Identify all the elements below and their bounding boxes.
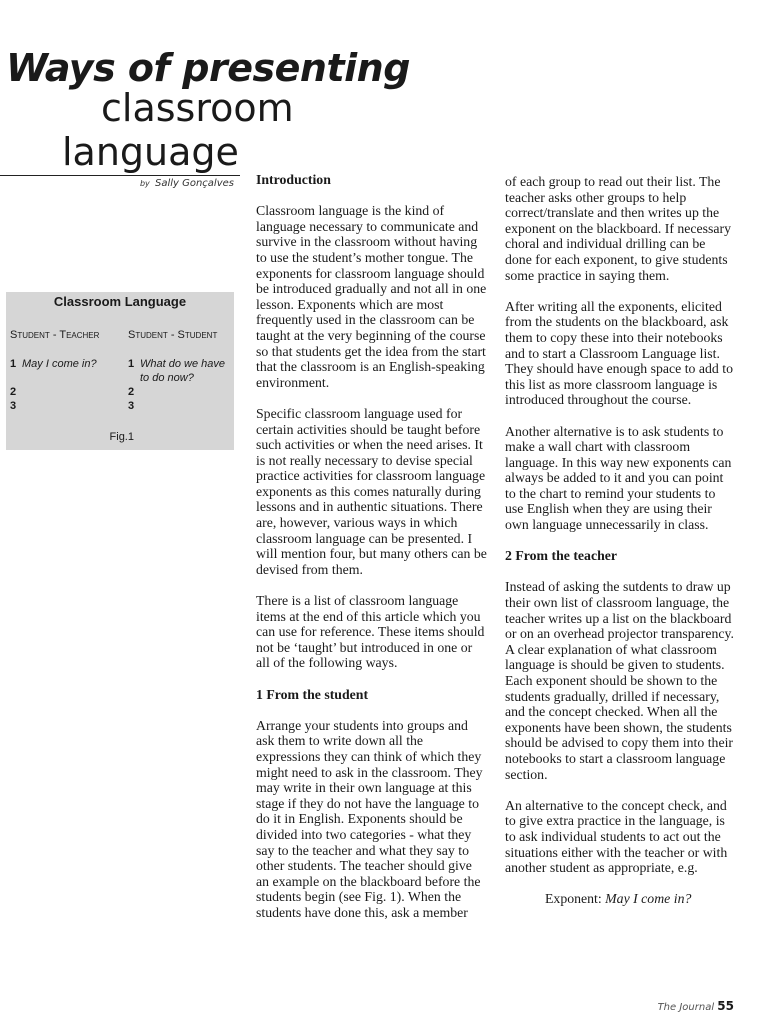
byline-prefix: by xyxy=(139,179,150,188)
figure-list-item: 2 xyxy=(10,386,17,398)
author-name: Sally Gonçalves xyxy=(154,178,234,189)
column-right xyxy=(505,174,735,923)
journal-name: The Journal xyxy=(657,1002,715,1013)
page-footer xyxy=(658,999,734,1013)
figure-title: Classroom Language xyxy=(53,294,187,309)
section-heading-from-student: 1 From the student xyxy=(256,686,369,702)
title-rule xyxy=(0,175,240,176)
section-heading-from-teacher: 2 From the teacher xyxy=(505,548,617,564)
article-title-line-2: classroom xyxy=(101,86,294,130)
paragraph: After writing all the exponents, elicited from the students on the blackboard, ask them to copy these into their notebooks and to start a Classroom Language list. They should have enough space to add to this list as more classroom language is introduced throughout the course. xyxy=(505,298,733,408)
paragraph: Arrange your students into groups and ask them to write down all the expressions they can think of which they might need to ask in the classroom. They may write in their own language at this stage if they do not have the language to do it in English. Exponents should be divided into two categories - what they say to the teacher and what they say to other students. The teacher should give an example on the blackboard before the students begin (see Fig. 1). When the students have done this, ask a member xyxy=(256,717,483,920)
article-title-line-1: Ways of presenting xyxy=(6,46,410,90)
byline xyxy=(0,178,234,189)
column-middle xyxy=(256,172,488,936)
page-number: 55 xyxy=(717,999,734,1013)
figure-list-item: 3 xyxy=(10,400,17,412)
figure-list-item: 3 xyxy=(128,400,135,412)
figure-header-student-teacher: Student - Teacher xyxy=(10,329,100,341)
section-heading-introduction: Introduction xyxy=(256,172,331,187)
article-title-line-3: language xyxy=(62,130,239,174)
figure-list-item: 1 May I come in? xyxy=(10,358,97,370)
figure-right-list xyxy=(128,357,232,413)
figure-left-list xyxy=(10,357,120,413)
figure-list-item: 1 What do we have to do now? xyxy=(128,358,225,384)
paragraph: There is a list of classroom language items at the end of this article which you can use for reference. These items should not be ‘taught’ but introduced in one or all of the following ways. xyxy=(256,593,485,671)
paragraph: Instead of asking the sutdents to draw up their own list of classroom language, the teacher writes up a list on the blackboard or on an overhead projector transparency. A clear explanation of what classroom language is should be given to students. Each exponent should be shown to the students gradually, drilled if necessary, and the concept checked. When all the exponents have been shown, the students should be advised to copy them into their notebooks to start a classroom language section. xyxy=(505,579,734,782)
figure-header-student-student: Student - Student xyxy=(128,329,218,341)
example-line xyxy=(505,891,735,907)
paragraph: Another alternative is to ask students to make a wall chart with classroom language. In this way new exponents can always be added to it and you can point to the chart to remind your students to use English when they are using their own language unnecessarily in class. xyxy=(505,423,732,533)
paragraph: Classroom language is the kind of language necessary to communicate and survive in the classroom without having to use the student’s mother tongue. The exponents for classroom language should be introduced gradually and not all in one lesson. Exponents which are most frequently used in the classroom can be taught at the very beginning of the course so that students get the idea from the start that the classroom is an English-speaking environment. xyxy=(256,203,487,390)
figure-caption: Fig.1 xyxy=(109,431,134,443)
example-label: Exponent: xyxy=(545,891,602,907)
example-phrase: May I come in? xyxy=(605,891,692,907)
paragraph: An alternative to the concept check, and to give extra practice in the language, is to ask individual students to act out the situations either with the teacher or with another student as appropriate, e.g. xyxy=(505,797,728,876)
paragraph: Specific classroom language used for certain activities should be taught before such activities or when the need arises. It is not really necessary to devise special practice activities for classroom language exponents as this comes naturally during lessons and in authentic situations. There are, however, various ways in which classroom language can be presented. I will mention four, but many others can be devised from them. xyxy=(256,405,487,577)
figure-classroom-language xyxy=(6,292,234,450)
figure-list-item: 2 xyxy=(128,386,135,398)
paragraph: of each group to read out their list. The teacher asks other groups to help correct/translate and then writes up the exponent on the blackboard. If necessary choral and individual drilling can be done for each exponent, to give students some practice in saying them. xyxy=(505,174,732,283)
